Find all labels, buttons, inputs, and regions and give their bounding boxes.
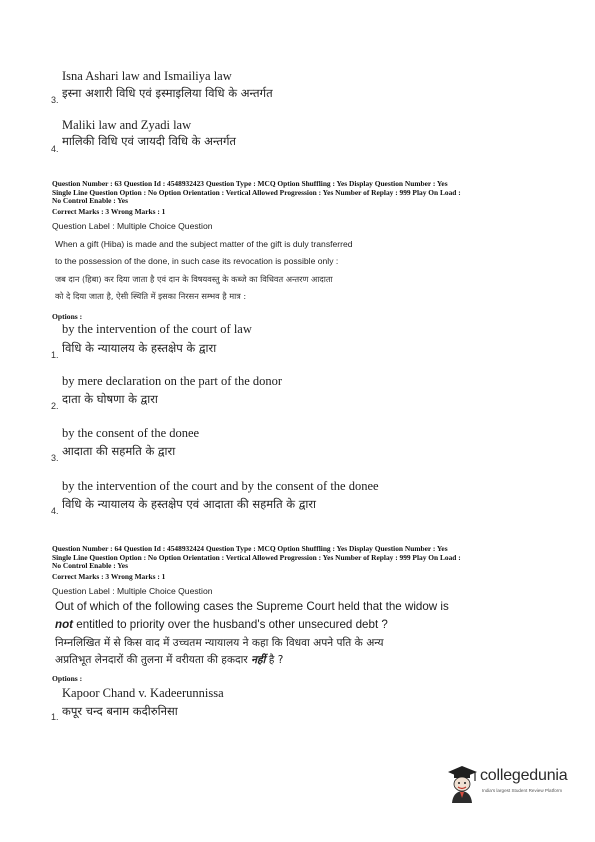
q64-meta-line: No Control Enable : Yes	[52, 561, 128, 571]
q64-question-text-hi-2	[55, 653, 283, 667]
q63-meta-block	[52, 180, 461, 216]
q64-meta-block	[52, 545, 461, 581]
q63-options-heading: Options :	[52, 312, 83, 321]
q63-meta-line: Question Number : 63 Question Id : 4548932423 Question Type : MCQ Option Shuffling : Yes Display Question Number : Yes	[52, 179, 448, 188]
q63-option-1-english: by the intervention of the court of law	[62, 322, 252, 336]
q64-emphasis-not: not	[55, 618, 74, 631]
q63-question-text-hi: को दे दिया जाता है, ऐसी स्थिति में इसका निरसन सम्भव है मात्र :	[55, 291, 247, 301]
q63-option-4-english: by the intervention of the court and by the consent of the donee	[62, 479, 379, 493]
option-3-english: Isna Ashari law and Ismailiya law	[62, 69, 232, 83]
q63-option-3-english: by the consent of the donee	[62, 426, 200, 440]
q64-question-text-hi-post: है ?	[265, 654, 284, 666]
q63-question-text-en: When a gift (Hiba) is made and the subject matter of the gift is duly transferred	[55, 239, 353, 249]
q64-question-label: Question Label : Multiple Choice Question	[52, 586, 213, 596]
q63-option-2-hindi: दाता के घोषणा के द्वारा	[62, 392, 158, 406]
q64-question-text-en-rest: entitled to priority over the husband's other unsecured debt ?	[73, 618, 388, 631]
q64-question-text-hi-pre: अप्रतिभूत लेनदारों की तुलना में वरीयता की हकदार	[55, 654, 252, 666]
q63-question-label: Question Label : Multiple Choice Question	[52, 221, 213, 231]
q63-meta-line: No Control Enable : Yes	[52, 196, 128, 206]
logo-wordmark: collegedunia	[480, 767, 568, 784]
graduate-mascot-icon	[444, 763, 480, 805]
q63-option-2-number: 2.	[51, 401, 59, 411]
q64-question-text-en: Out of which of the following cases the Supreme Court held that the widow is	[55, 600, 449, 613]
q63-option-3-number: 3.	[51, 453, 59, 463]
q64-question-text-en-2	[55, 618, 388, 631]
option-4-english: Maliki law and Zyadi law	[62, 118, 192, 132]
q63-marks: Correct Marks : 3 Wrong Marks : 1	[52, 206, 166, 216]
q64-question-text-hi: निम्नलिखित में से किस वाद में उच्चतम न्यायालय ने कहा कि विधवा अपने पति के अन्य	[55, 637, 384, 649]
option-3-number: 3.	[51, 95, 59, 105]
q64-option-1-number: 1.	[51, 712, 59, 722]
q63-option-4-hindi: विधि के न्यायालय के हस्तक्षेप एवं आदाता की सहमति के द्वारा	[62, 497, 317, 511]
option-4-hindi: मालिकी विधि एवं जायदी विधि के अन्तर्गत	[62, 134, 236, 148]
q64-meta-line: Question Number : 64 Question Id : 4548932424 Question Type : MCQ Option Shuffling : Yes Display Question Number : Yes	[52, 544, 448, 553]
collegedunia-logo	[444, 763, 574, 807]
q63-option-3-hindi: आदाता की सहमति के द्वारा	[62, 444, 176, 458]
q64-option-1-hindi: कपूर चन्द बनाम कदीरुनिसा	[62, 704, 178, 718]
q63-question-text-en: to the possession of the done, in such case its revocation is possible only :	[55, 256, 339, 266]
q63-option-4-number: 4.	[51, 506, 59, 516]
q63-meta-line: Single Line Question Option : No Option Orientation : Vertical Allowed Progression : Yes Number of Replay : 999 Play On Load :	[52, 187, 461, 197]
q63-question-text-hi: जब दान (हिबा) कर दिया जाता है एवं दान के विषयवस्तु के कब्जे का विधिवत अन्तरण आदाता	[55, 274, 333, 284]
q64-option-1-english: Kapoor Chand v. Kadeerunnissa	[62, 686, 224, 700]
q64-options-heading: Options :	[52, 674, 83, 683]
option-3-hindi: इस्ना अशारी विधि एवं इस्माइलिया विधि के अन्तर्गत	[62, 86, 273, 100]
option-4-number: 4.	[51, 144, 59, 154]
q64-marks: Correct Marks : 3 Wrong Marks : 1	[52, 571, 166, 581]
q63-option-1-number: 1.	[51, 350, 59, 360]
q63-option-1-hindi: विधि के न्यायालय के हस्तक्षेप के द्वारा	[62, 341, 217, 355]
logo-tagline: India's largest Student Review Platform	[482, 788, 563, 793]
q63-option-2-english: by mere declaration on the part of the donor	[62, 374, 283, 388]
q64-meta-line: Single Line Question Option : No Option Orientation : Vertical Allowed Progression : Yes Number of Replay : 999 Play On Load :	[52, 552, 461, 562]
q64-emphasis-nahin: नहीं	[251, 654, 266, 666]
